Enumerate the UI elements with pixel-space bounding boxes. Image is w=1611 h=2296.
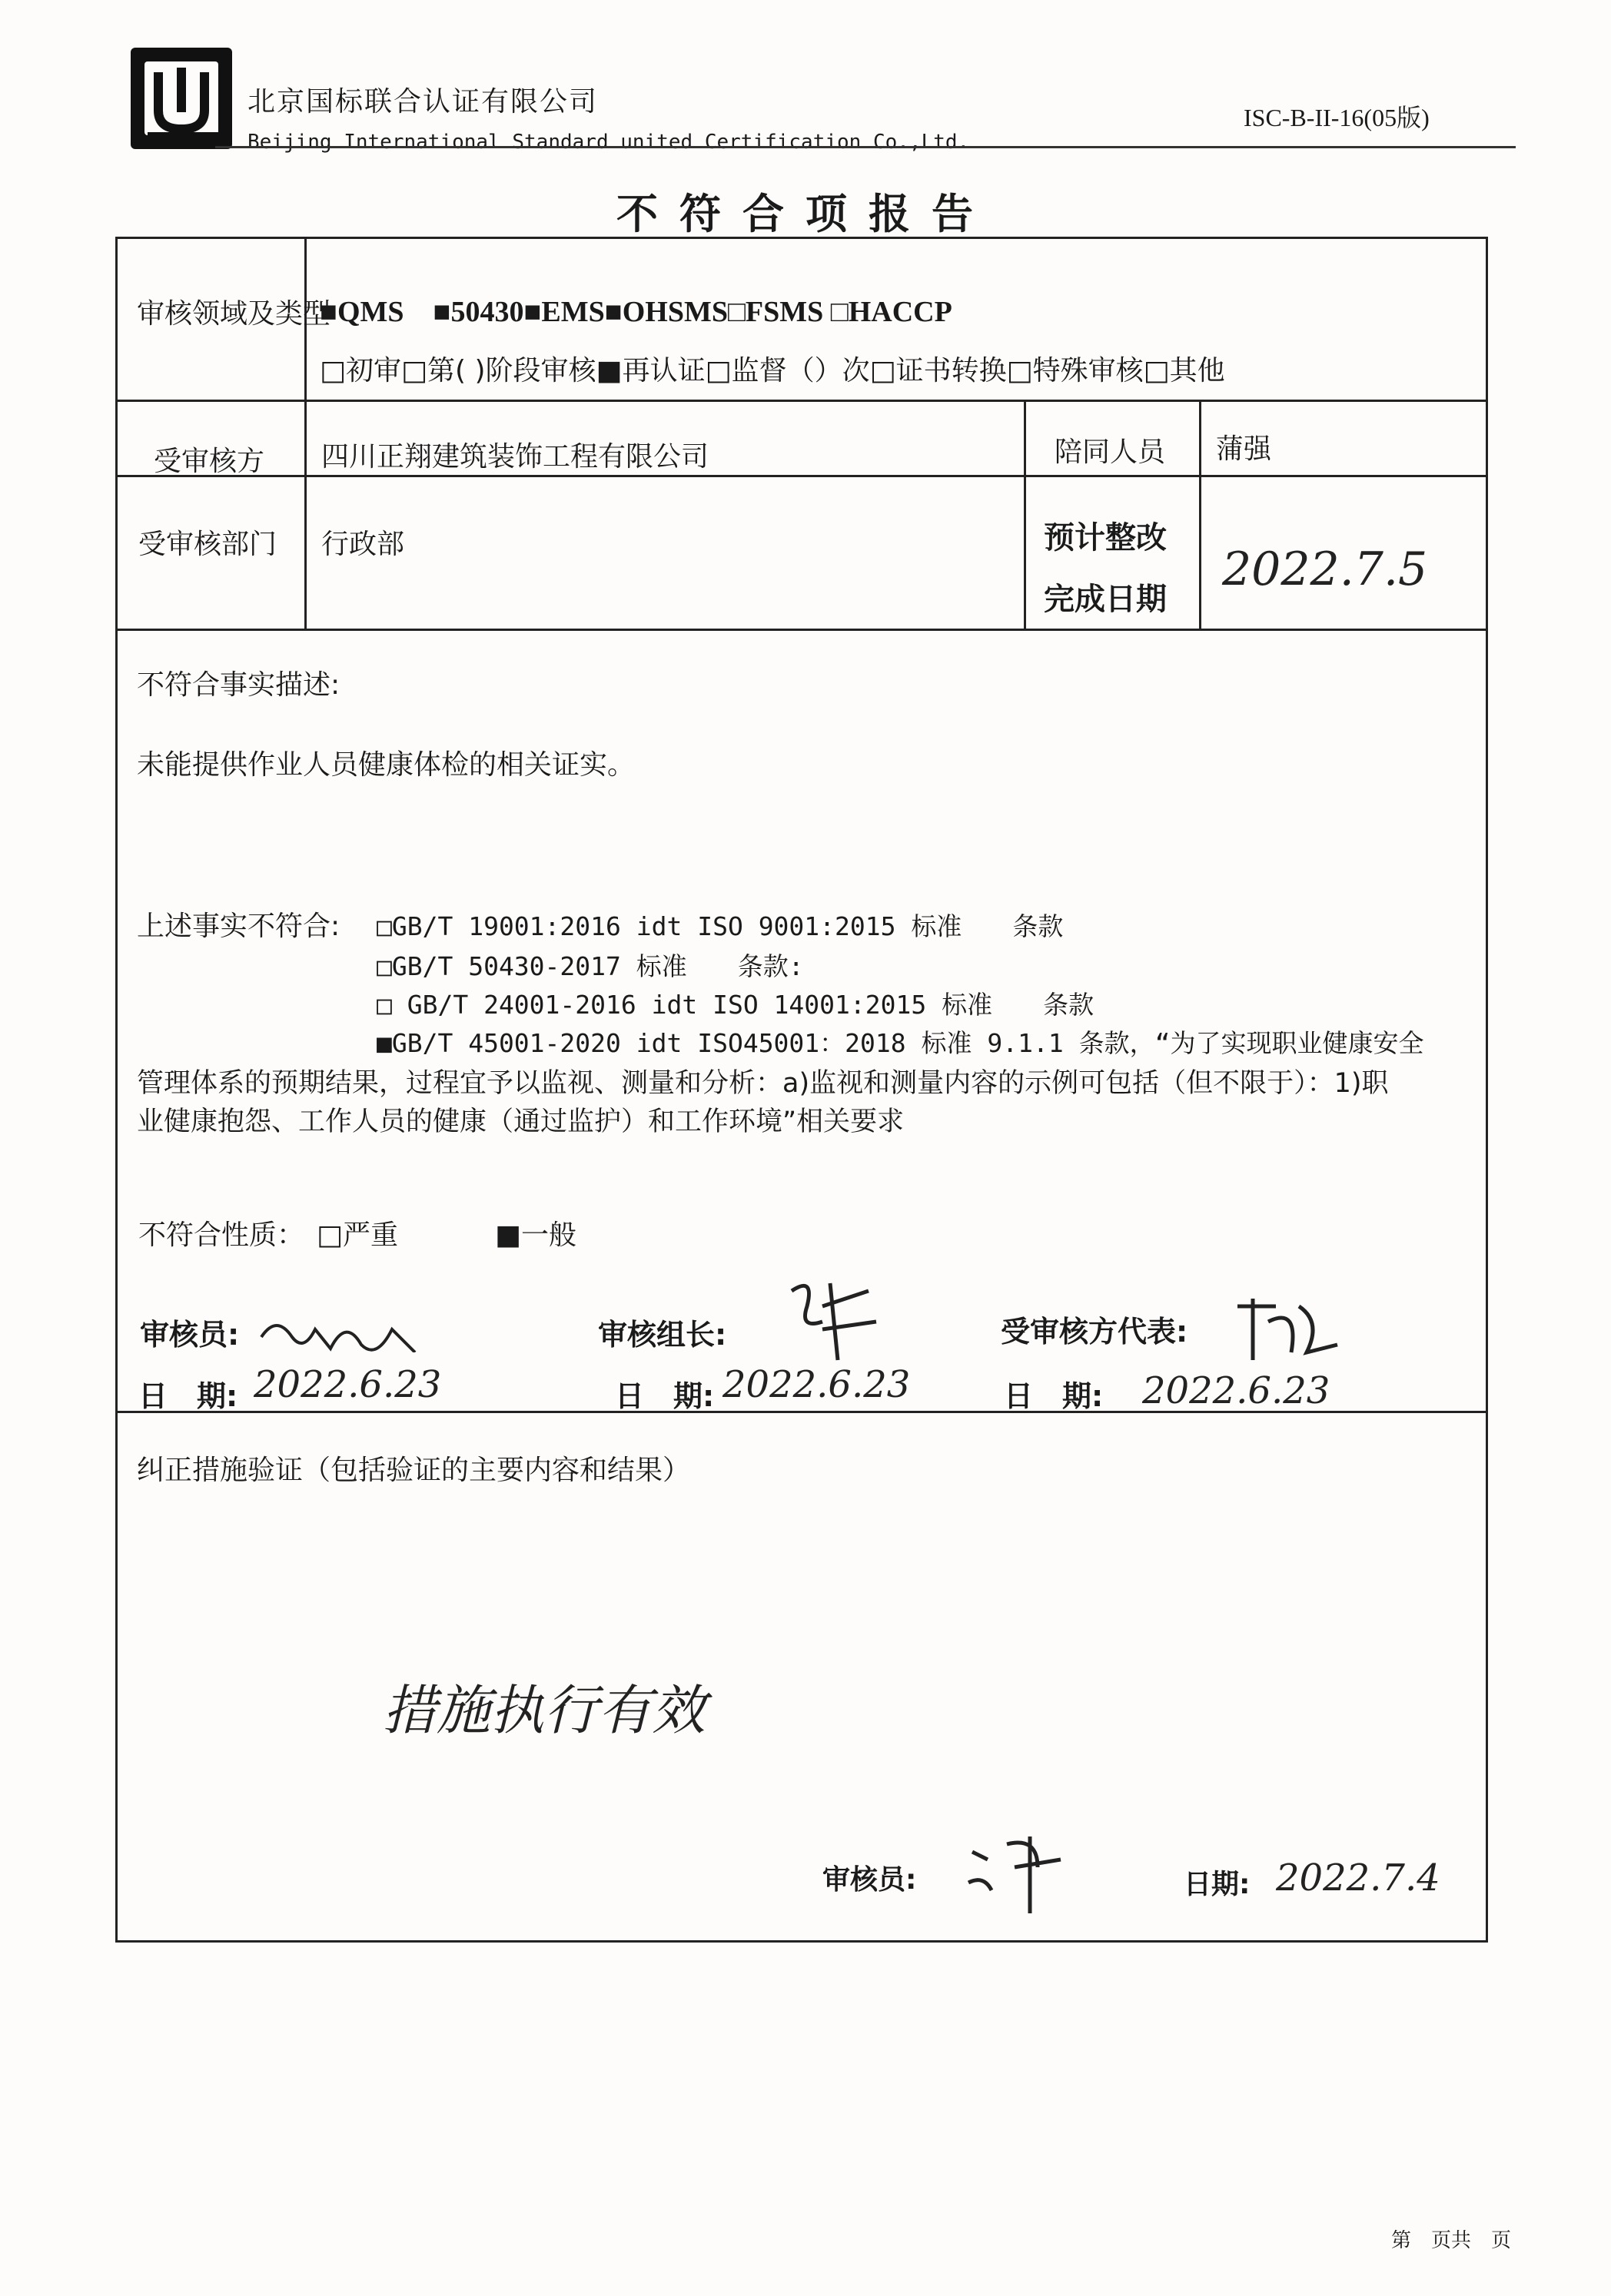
document-code: ISC-B-II-16(05版) [1244, 104, 1430, 131]
verification-auditor-label: 审核员: [822, 1864, 917, 1896]
page-title: 不符合项报告 [616, 190, 995, 238]
auditor-signature-label: 审核员: [140, 1318, 240, 1352]
standard-clause-text-line2: 业健康抱怨、工作人员的健康（通过监护）和工作环境”相关要求 [137, 1107, 905, 1137]
expected-fix-label-line2: 完成日期 [1044, 582, 1167, 617]
standard-iso45001: ■GB/T 45001-2020 idt ISO45001：2018 标准 9.1.1 条款，“为了实现职业健康安全 [377, 1028, 1424, 1058]
auditor-date-label: 日 期: [138, 1379, 238, 1413]
verification-label: 纠正措施验证（包括验证的主要内容和结果） [137, 1455, 691, 1486]
nature-label: 不符合性质： [138, 1219, 305, 1251]
nature-general-option: ■一般 [495, 1219, 577, 1251]
nature-serious-option: □严重 [317, 1219, 399, 1251]
escort-label: 陪同人员 [1055, 436, 1166, 468]
auditor-signature [254, 1299, 430, 1352]
page-number: 第 页共 页 [1390, 2229, 1511, 2252]
standard-iso9001: □GB/T 19001:2016 idt ISO 9001:2015 标准 条款 [377, 911, 1064, 941]
company-logo [128, 45, 235, 152]
standard-gbt50430: □GB/T 50430-2017 标准 条款: [377, 951, 804, 981]
nonconformity-desc-text: 未能提供作业人员健康体检的相关证实。 [137, 749, 636, 781]
team-leader-signature [776, 1268, 907, 1368]
column-divider [1024, 400, 1026, 629]
standards-label: 上述事实不符合: [137, 911, 340, 942]
verification-result: 措施执行有效 [383, 1679, 706, 1742]
audit-domain-standards: ■QMS ■50430■EMS■OHSMS□FSMS □HACCP [320, 296, 952, 328]
expected-fix-date: 2022.7.5 [1222, 542, 1428, 596]
auditee-date-label: 日 期: [1004, 1379, 1104, 1413]
verification-date: 2022.7.4 [1276, 1856, 1440, 1900]
company-name-cn: 北京国标联合认证有限公司 [247, 86, 599, 118]
header-divider [215, 146, 1516, 148]
expected-fix-label-line1: 预计整改 [1044, 520, 1167, 556]
department-value: 行政部 [321, 529, 405, 560]
audit-domain-label: 审核领域及类型 [137, 298, 331, 330]
auditee-rep-signature [1230, 1291, 1345, 1368]
nonconformity-desc-label: 不符合事实描述: [137, 669, 340, 701]
audit-type-options: □初审□第( )阶段审核■再认证□监督（）次□证书转换□特殊审核□其他 [320, 355, 1225, 387]
standard-clause-text-line1: 管理体系的预期结果，过程宜予以监视、测量和分析：a)监视和测量内容的示例可包括（但不限于）：1)职 [137, 1068, 1389, 1099]
row-divider [115, 629, 1488, 631]
row-divider [115, 400, 1488, 402]
company-name-en: Beijing International Standard united Certification Co.,Ltd. [247, 131, 970, 154]
auditee-label: 受审核方 [154, 446, 265, 477]
department-label: 受审核部门 [138, 529, 277, 560]
auditee-value: 四川正翔建筑装饰工程有限公司 [321, 441, 709, 473]
verification-auditor-signature [961, 1829, 1076, 1921]
standard-iso14001: □ GB/T 24001-2016 idt ISO 14001:2015 标准 条款 [377, 990, 1094, 1020]
row-divider [115, 475, 1488, 477]
escort-value: 蒲强 [1216, 433, 1272, 465]
team-leader-signature-label: 审核组长: [598, 1318, 727, 1352]
auditor-date: 2022.6.23 [254, 1363, 442, 1406]
leader-date: 2022.6.23 [722, 1363, 911, 1406]
leader-date-label: 日 期: [615, 1379, 715, 1413]
auditee-rep-signature-label: 受审核方代表: [1001, 1315, 1188, 1349]
column-divider [1199, 400, 1201, 629]
auditee-date: 2022.6.23 [1142, 1369, 1330, 1412]
verification-date-label: 日期: [1184, 1869, 1251, 1900]
